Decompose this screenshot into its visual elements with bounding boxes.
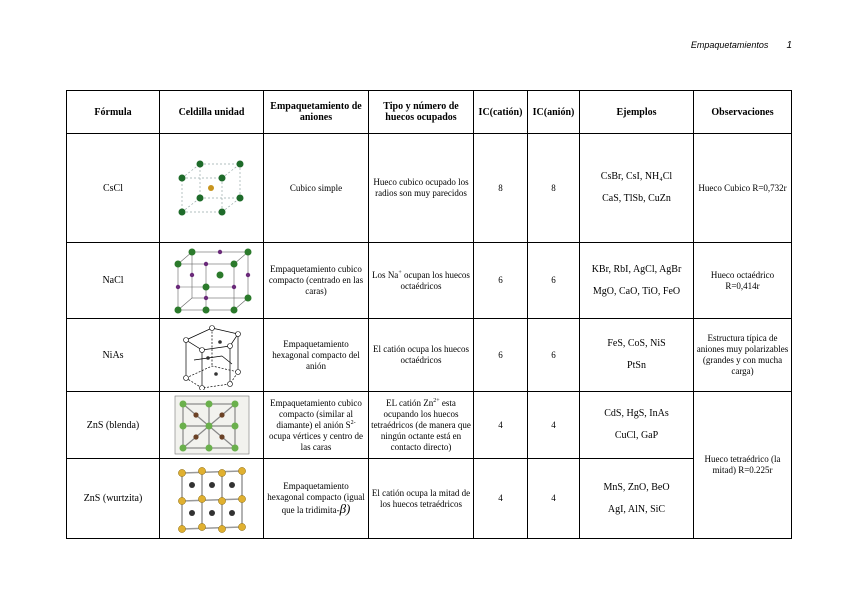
- ic-anion-cell: 8: [528, 134, 580, 243]
- col-header-packing: Empaquetamiento de aniones: [264, 91, 369, 134]
- examples-cell: [580, 319, 694, 392]
- col-header-ic-cation: IC(catión): [474, 91, 528, 134]
- examples-cell: [580, 243, 694, 319]
- header-title: Empaquetamientos: [690, 40, 769, 50]
- col-header-observations: Observaciones: [694, 91, 792, 134]
- holes-cell: El catión ocupa los huecos octaédricos: [369, 319, 474, 392]
- observations-cell: Estructura típica de aniones muy polarizables (grandes y con mucha carga): [694, 319, 792, 392]
- holes-cell: Hueco cubico ocupado los radios son muy parecidos: [369, 134, 474, 243]
- charge-superscript: 2-: [350, 419, 356, 426]
- col-header-cell: Celdilla unidad: [160, 91, 264, 134]
- holes-cell: [369, 392, 474, 459]
- packing-table: [66, 90, 792, 539]
- unit-cell-image: [160, 243, 264, 319]
- unit-cell-image: [160, 459, 264, 539]
- table-row: [67, 243, 792, 319]
- blende-cell-icon: [173, 394, 251, 456]
- table-row: [67, 134, 792, 243]
- packing-cell: Empaquetamiento cubico compacto (centrado en las caras): [264, 243, 369, 319]
- examples-line: CsBr, CsI, NH₄Cl: [600, 171, 673, 182]
- packing-text: Empaquetamiento cubico compacto (similar al diamante) el anión S: [270, 397, 362, 430]
- examples-line: AgI, AlN, SiC: [607, 503, 666, 515]
- ic-anion-cell: 6: [528, 243, 580, 319]
- packing-cell: [264, 459, 369, 539]
- table-header-row: [67, 91, 792, 134]
- holes-text: EL catión Zn: [386, 397, 434, 408]
- packing-cell: Cubico simple: [264, 134, 369, 243]
- formula-cell: CsCl: [67, 134, 160, 243]
- examples-line: MnS, ZnO, BeO: [603, 481, 670, 493]
- examples-line: PtSn: [627, 360, 646, 371]
- wurtzite-cell-icon: [174, 463, 250, 535]
- ic-cation-cell: 4: [474, 459, 528, 539]
- holes-cell: El catión ocupa la mitad de los huecos tetraédricos: [369, 459, 474, 539]
- examples-cell: [580, 134, 694, 243]
- nacl-cell-icon: [170, 248, 254, 314]
- observations-cell: Hueco octaédrico R=0,414r: [694, 243, 792, 319]
- observations-cell: Hueco Cubico R=0,732r: [694, 134, 792, 243]
- holes-cell: [369, 243, 474, 319]
- charge-superscript: +: [398, 269, 402, 276]
- col-header-formula: Fórmula: [67, 91, 160, 134]
- examples-line: CaS, TlSb, CuZn: [602, 193, 671, 204]
- holes-text: ocupan los huecos octaédricos: [400, 269, 470, 291]
- page-header: [691, 40, 792, 51]
- holes-text: Los Na: [372, 269, 399, 280]
- examples-line: CdS, HgS, InAs: [604, 408, 669, 419]
- beta-symbol: β): [339, 501, 351, 516]
- packing-cell: Empaquetamiento hexagonal compacto del anión: [264, 319, 369, 392]
- unit-cell-image: [160, 319, 264, 392]
- observations-cell: Hueco tetraédrico (la mitad) R=0.225r: [694, 392, 792, 539]
- col-header-holes: Tipo y número de huecos ocupados: [369, 91, 474, 134]
- ic-anion-cell: 4: [528, 392, 580, 459]
- holes-text: esta ocupando los huecos tetraédricos (de manera que ningún octante está en contacto directo): [371, 397, 471, 452]
- unit-cell-image: [160, 392, 264, 459]
- ic-anion-cell: 4: [528, 459, 580, 539]
- nias-cell-icon: [172, 320, 252, 390]
- packing-text: Empaquetamiento hexagonal compacto (igual que la tridimita-: [267, 481, 365, 515]
- col-header-examples: Ejemplos: [580, 91, 694, 134]
- page-number: 1: [786, 40, 792, 51]
- packing-text: ocupa vértices y centro de las caras: [269, 430, 363, 452]
- examples-cell: [580, 392, 694, 459]
- table-row: [67, 459, 792, 539]
- ic-anion-cell: 6: [528, 319, 580, 392]
- examples-cell: [580, 459, 694, 539]
- ic-cation-cell: 6: [474, 319, 528, 392]
- ic-cation-cell: 6: [474, 243, 528, 319]
- table-row: [67, 392, 792, 459]
- col-header-ic-anion: IC(anión): [528, 91, 580, 134]
- formula-cell: ZnS (wurtzita): [67, 459, 160, 539]
- packing-cell: [264, 392, 369, 459]
- ic-cation-cell: 4: [474, 392, 528, 459]
- examples-line: KBr, RbI, AgCl, AgBr: [591, 263, 682, 275]
- formula-cell: ZnS (blenda): [67, 392, 160, 459]
- examples-line: FeS, CoS, NiS: [607, 338, 666, 349]
- formula-cell: NiAs: [67, 319, 160, 392]
- examples-line: CuCl, GaP: [614, 430, 659, 441]
- examples-line: MgO, CaO, TiO, FeO: [592, 285, 681, 297]
- unit-cell-image: [160, 134, 264, 243]
- charge-superscript: 2+: [433, 397, 440, 404]
- formula-cell: NaCl: [67, 243, 160, 319]
- cscl-cell-icon: [172, 158, 252, 218]
- ic-cation-cell: 8: [474, 134, 528, 243]
